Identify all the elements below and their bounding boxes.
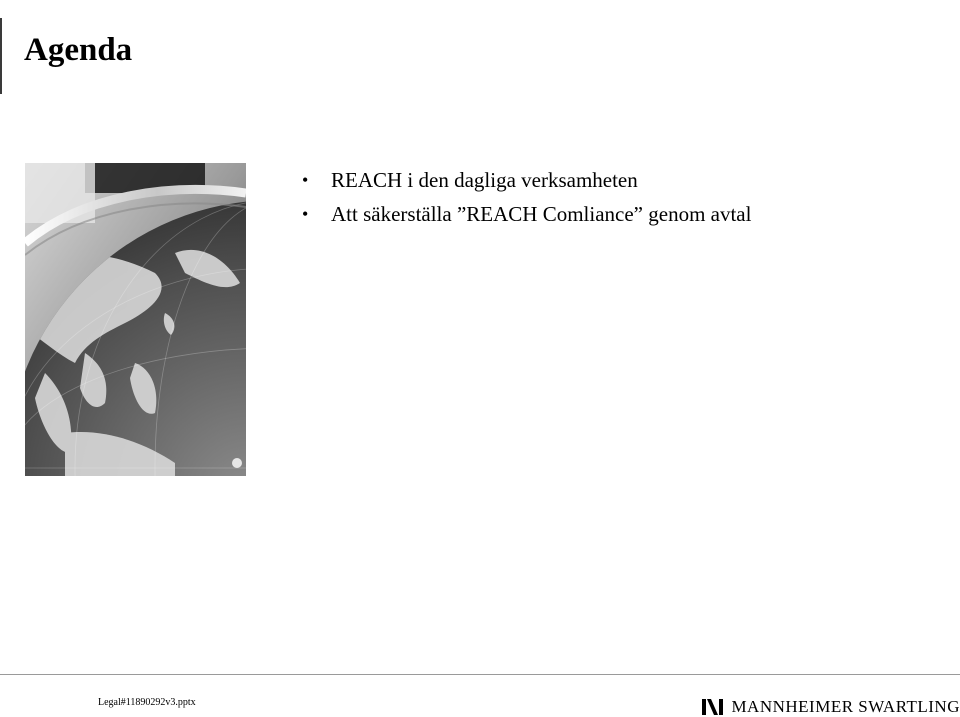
brand-mark-icon — [701, 698, 725, 716]
slide-title: Agenda — [24, 32, 133, 68]
agenda-item — [300, 163, 751, 197]
document-id: Legal#11890292v3.pptx — [98, 697, 196, 708]
agenda-bullet-list — [300, 163, 751, 231]
agenda-item — [300, 197, 751, 231]
bullet-dot: • — [302, 204, 309, 224]
bullet-dot: • — [302, 170, 309, 190]
brand-logo — [701, 697, 960, 717]
footer-divider — [0, 674, 960, 675]
agenda-item-text: Att säkerställa ”REACH Comliance” genom avtal — [331, 202, 752, 226]
brand-name: MANNHEIMER SWARTLING — [731, 697, 960, 716]
agenda-item-text: REACH i den dagliga verksamheten — [331, 168, 638, 192]
globe-photo — [25, 163, 246, 476]
left-accent-rule — [0, 18, 2, 94]
